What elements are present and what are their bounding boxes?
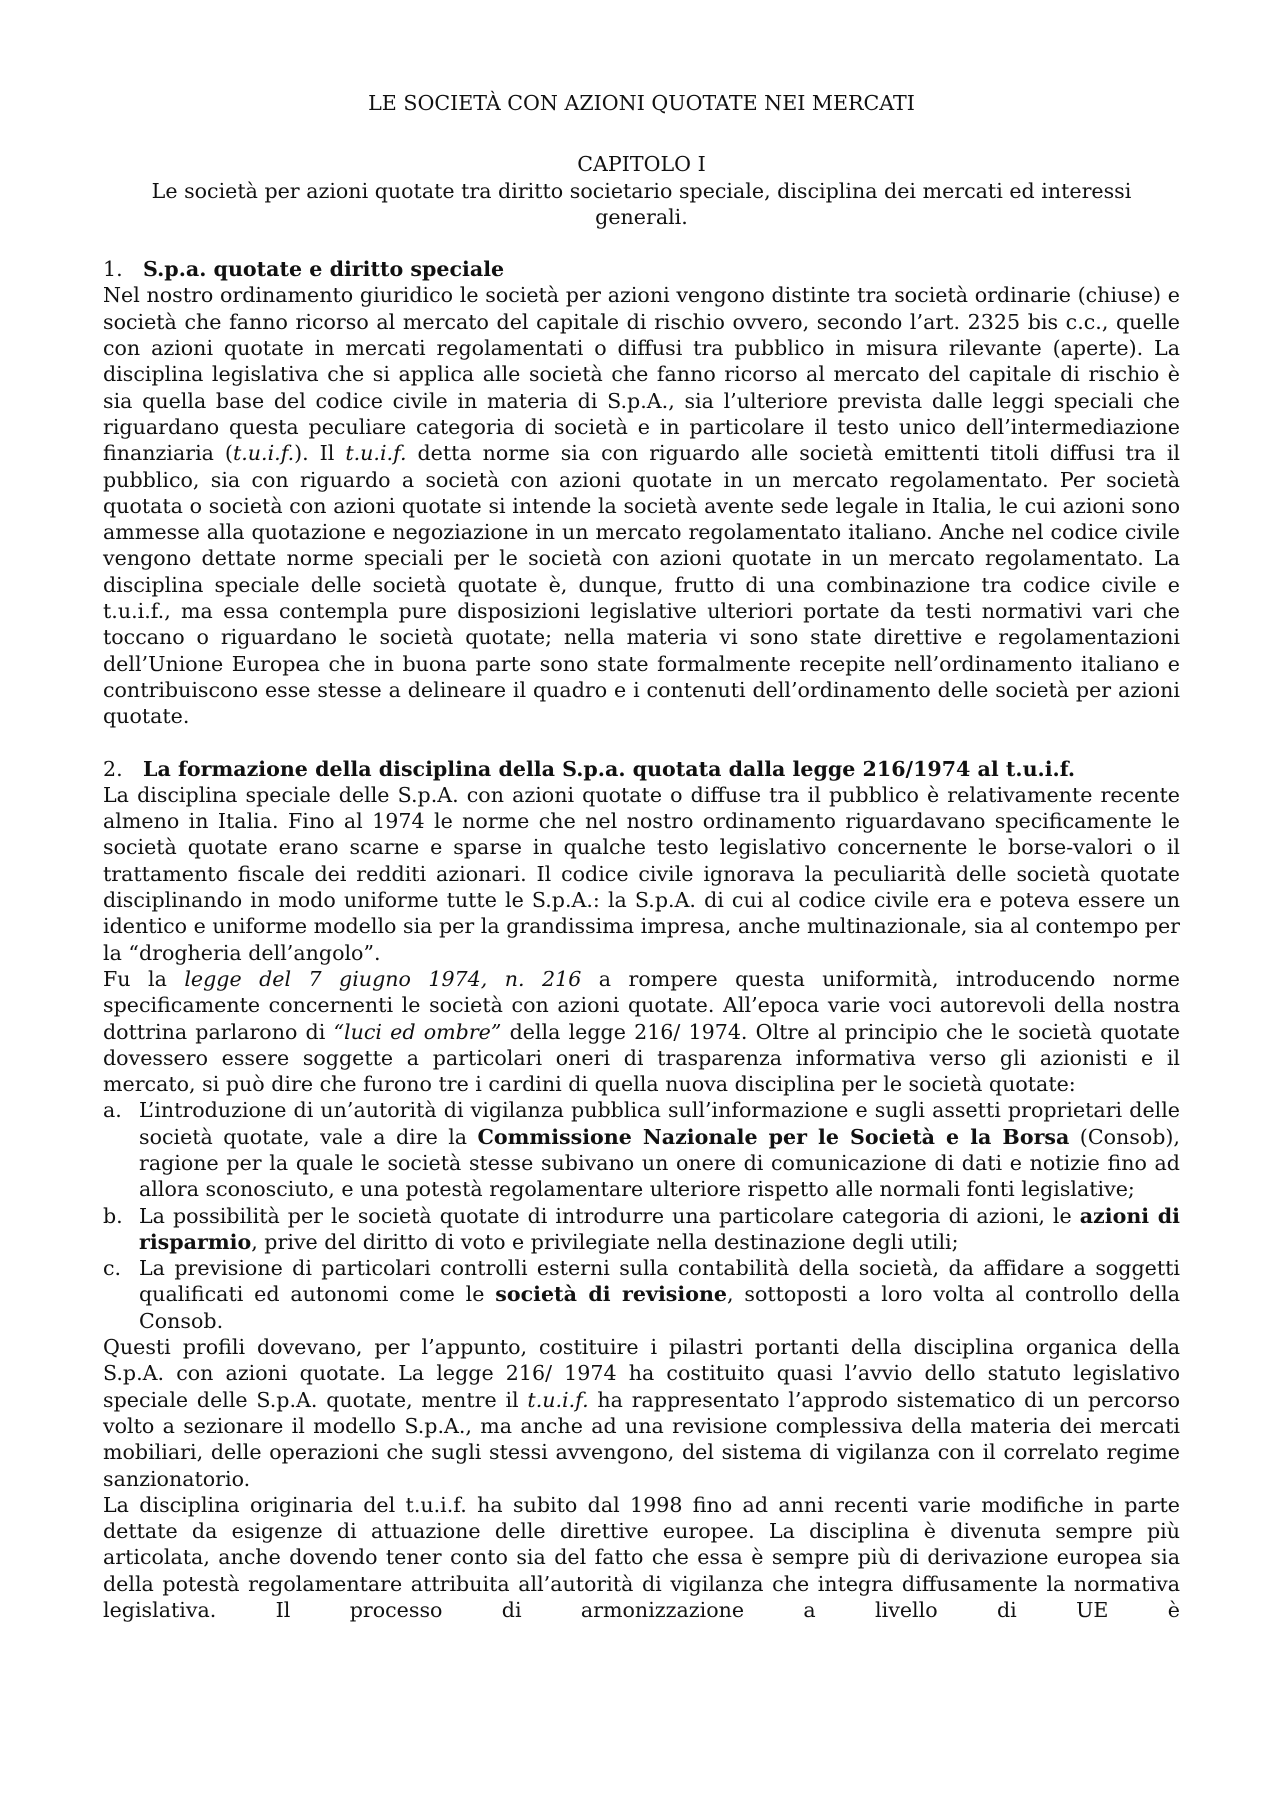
section-1-heading [103,256,1180,282]
list-item [103,1255,1180,1334]
section-2-paragraph-2 [103,966,1180,1097]
bold-term: società di revisione [495,1282,728,1307]
text-run: a rompere questa uniformità, introducendo norme specificamente concernenti le società con azioni quotate. All’epoca varie voci autorevoli della nostra dottrina parlarono di [103,966,1180,1044]
cardini-list [103,1097,1180,1334]
italic-span: t.u.i.f. [527,1387,589,1412]
section-2-paragraph-1 [103,782,1180,966]
section-2-paragraph-4 [103,1492,1180,1650]
bold-term: Commissione Nazionale per le Società e la Borsa [477,1124,1070,1149]
list-marker: b. [103,1203,123,1228]
text-run: ). Il [294,441,346,466]
text-run: detta norme sia con riguardo alle società emittenti titoli diffusi tra il pubblico, sia con riguardo a società con azioni quotate in un mercato regolamentato. Per società quotata o società con azioni quotate si intende la società avente sede legale in Italia, le cui azioni sono ammesse alla quotazione e negoziazione in un mercato regolamentato italiano. Anche nel codice civile vengono dettate norme speciali per le società con azioni quotate in un mercato regolamentato. La disciplina speciale delle società quotate è, dunque, frutto di una combinazione tra codice civile e t.u.i.f., ma essa contempla pure disposizioni legislative ulteriori portate da testi normativi vari che toccano o riguardano le società quotate; nella materia vi sono state direttive e regolamentazioni dell’Unione Europea che in buona parte sono state formalmente recepite nell’ordinamento italiano e contribuiscono esse stesse a delineare il quadro e i contenuti dell’ordinamento delle società per azioni quotate. [103,441,1181,729]
text-run: La disciplina speciale delle S.p.A. con azioni quotate o diffuse tra il pubblico è relativamente recente almeno in Italia. Fino al 1974 le norme che nel nostro ordinamento riguardavano specificamente le società quotate erano scarne e sparse in qualche testo legislativo concernente le borse-valori o il trattamento fiscale dei redditi azionari. Il codice civile ignorava la peculiarità delle società quotate disciplinando in modo uniforme tutte le S.p.A.: la S.p.A. di cui al codice civile era e poteva essere un identico e uniforme modello sia per la grandissima impresa, anche multinazionale, sia al contempo per la “drogheria dell’angolo”. [103,782,1180,965]
text-run: della legge 216/ 1974. Oltre al principio che le società quotate dovessero essere soggette a particolari oneri di trasparenza informativa verso gli azionisti e il mercato, si può dire che furono tre i cardini di quella nuova disciplina per le società quotate: [103,1019,1180,1097]
section-2-paragraph-3 [103,1334,1180,1492]
italic-span: legge del 7 giugno 1974, n. 216 [184,966,582,991]
list-item-text [139,1097,1180,1202]
text-run: La disciplina originaria del t.u.i.f. ha subito dal 1998 fino ad anni recenti varie modifiche in parte dettate da esigenze di attuazione delle direttive europee. La disciplina è divenuta sempre più articolata, anche dovendo tener conto sia del fatto che essa è sempre più di derivazione europea sia della potestà regolamentare attribuita all’autorità di vigilanza che integra diffusamente la normativa legislativa. Il processo di armonizzazione a livello di UE è [103,1492,1180,1623]
text-run: La previsione di particolari controlli esterni sulla contabilità della società, da affidare a soggetti qualificati ed autonomi come le [139,1256,1180,1307]
text-run: Questi profili dovevano, per l’appunto, costituire i pilastri portanti della disciplina organica della S.p.A. con azioni quotate. La legge 216/ 1974 ha costituito quasi l’avvio dello statuto legislativo speciale delle S.p.A. quotate, mentre il [103,1335,1180,1412]
document-page [103,0,1180,1650]
text-run: Nel nostro ordinamento giuridico le società per azioni vengono distinte tra società ordinarie (chiuse) e società che fanno ricorso al mercato del capitale di rischio ovvero, secondo l’art. 2325 bis c.c., quelle con azioni quotate in mercati regolamentati o diffusi tra pubblico in misura rilevante (aperte). La disciplina legislativa che si applica alle società che fanno ricorso al mercato del capitale di rischio è sia quella base del codice civile in materia di S.p.A., sia l’ulteriore prevista dalle leggi speciali che riguardano questa peculiare categoria di società e in particolare il testo unico dell’intermediazione finanziaria ( [103,283,1180,466]
italic-span: t.u.i.f. [232,441,295,466]
section-1-paragraph [103,282,1180,729]
italic-span: t.u.i.f. [345,441,407,466]
list-item [103,1203,1180,1256]
italic-span: “luci ed ombre” [333,1019,502,1044]
chapter-label: CAPITOLO I [577,152,706,177]
list-marker: c. [103,1256,122,1281]
text-run: (Consob), ragione per la quale le società stesse subivano un onere di comunicazione di dati e notizie fino ad allora sconosciuto, e una potestà regolamentare ulteriore rispetto alle normali fonti legislative; [139,1124,1180,1202]
bold-term: azioni di risparmio [139,1203,1180,1254]
list-item-text [139,1255,1180,1334]
section-1-title: S.p.a. quotate e diritto speciale [143,257,505,282]
section-2-title: La formazione della disciplina della S.p.a. quotata dalla legge 216/1974 al t.u.i.f. [143,756,1075,781]
chapter-subtitle: Le società per azioni quotate tra diritto societario speciale, disciplina dei mercati ed interessi generali. [151,178,1132,229]
text-run: Fu la [103,966,185,991]
list-item-text [139,1203,1180,1256]
text-run: ha rappresentato l’approdo sistematico di un percorso volto a sezionare il modello S.p.A., ma anche ad una revisione complessiva della materia dei mercati mobiliari, delle operazioni che sugli stessi avvengono, del sistema di vigilanza con il correlato regime sanzionatorio. [103,1387,1180,1491]
text-run: , prive del diritto di voto e privilegiate nella destinazione degli utili; [251,1229,959,1254]
document-title: LE SOCIETÀ CON AZIONI QUOTATE NEI MERCATI [368,91,915,115]
text-run: La possibilità per le società quotate di introdurre una particolare categoria di azioni, le [139,1203,1080,1228]
section-2-heading [103,756,1180,782]
list-item [103,1097,1180,1202]
section-1-number: 1. [103,257,123,282]
list-marker: a. [103,1098,122,1123]
text-run: , sottoposti a loro volta al controllo della Consob. [139,1282,1180,1333]
section-2-number: 2. [103,756,123,781]
text-run: L’introduzione di un’autorità di vigilanza pubblica sull’informazione e sugli assetti proprietari delle società quotate, vale a dire la [139,1098,1180,1149]
